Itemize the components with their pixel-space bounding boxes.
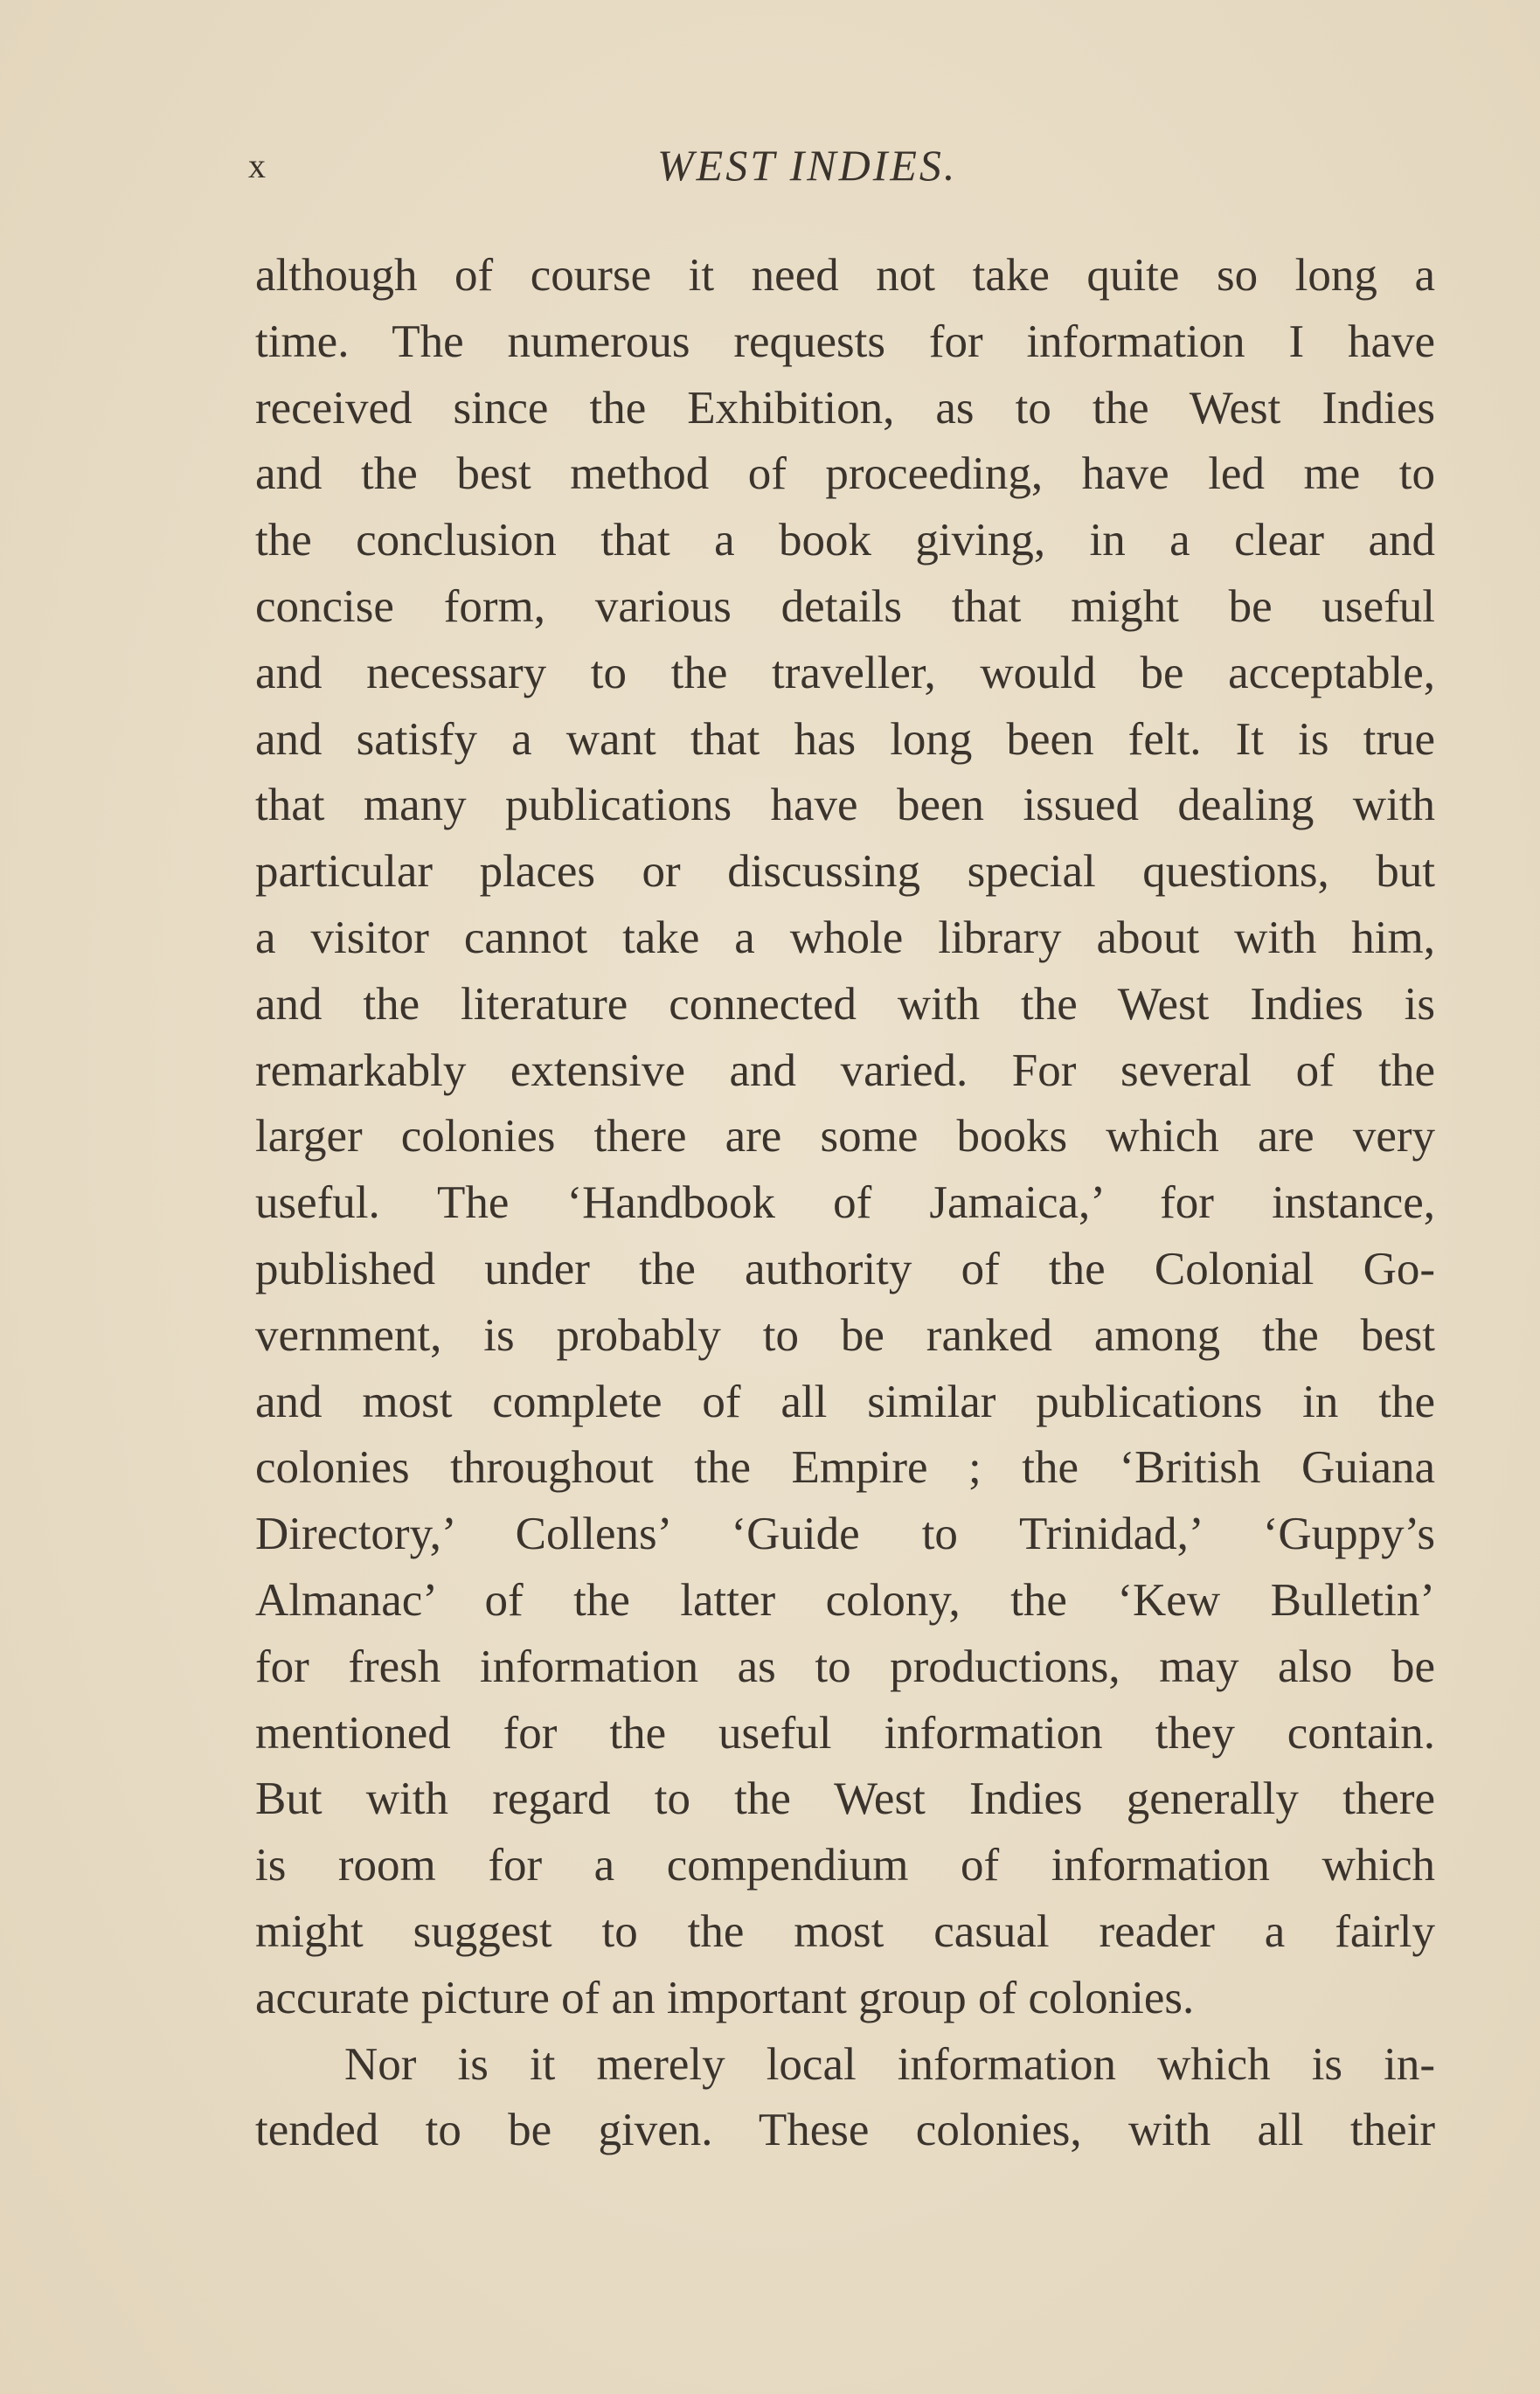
text-line: mentioned for the useful information they contain. [255,1707,1435,1759]
text-line: Directory,’ Collens’ ‘Guide to Trinidad,’ ‘Guppy’s [255,1509,1435,1560]
text-line: time. The numerous requests for information I have [255,316,1435,367]
text-line: and the best method of proceeding, have led me to [255,448,1435,500]
text-line: remarkably extensive and varied. For several of the [255,1044,1435,1096]
text-line: But with regard to the West Indies generally there [255,1773,1435,1825]
text-line: might suggest to the most casual reader a fairly [255,1905,1435,1957]
body-text [255,243,1435,2164]
text-line: published under the authority of the Colonial Go- [255,1243,1435,1294]
text-line: received since the Exhibition, as to the West Indies [255,382,1435,434]
text-line: concise form, various details that might be useful [255,580,1435,632]
text-line: and the literature connected with the West Indies is [255,978,1435,1030]
text-line: accurate picture of an important group of colonies. [255,1972,1195,2023]
text-line: that many publications have been issued dealing with [255,780,1435,831]
text-line: is room for a compendium of information which [255,1840,1435,1891]
text-line: the conclusion that a book giving, in a clear and [255,515,1435,566]
running-head [0,140,1540,201]
text-line: Almanac’ of the latter colony, the ‘Kew Bulletin’ [255,1574,1435,1626]
text-line: Nor is it merely local information which is in- [344,2038,1435,2090]
text-line: although of course it need not take quite so long a [255,250,1435,301]
text-line: a visitor cannot take a whole library about with him, [255,912,1435,963]
text-line: and necessary to the traveller, would be acceptable, [255,647,1435,698]
text-line: for fresh information as to productions, may also be [255,1641,1435,1692]
text-line: tended to be given. These colonies, with all their [255,2105,1435,2156]
page-number: x [248,146,267,185]
text-line: particular places or discussing special questions, but [255,846,1435,898]
running-title: WEST INDIES. [657,141,958,190]
text-line: larger colonies there are some books which are very [255,1111,1435,1162]
text-line: vernment, is probably to be ranked among the best [255,1309,1435,1361]
text-line: and satisfy a want that has long been felt. It is true [255,713,1435,765]
text-line: and most complete of all similar publications in the [255,1376,1435,1427]
text-line: useful. The ‘Handbook of Jamaica,’ for instance, [255,1177,1435,1229]
text-line: colonies throughout the Empire ; the ‘British Guiana [255,1442,1435,1494]
